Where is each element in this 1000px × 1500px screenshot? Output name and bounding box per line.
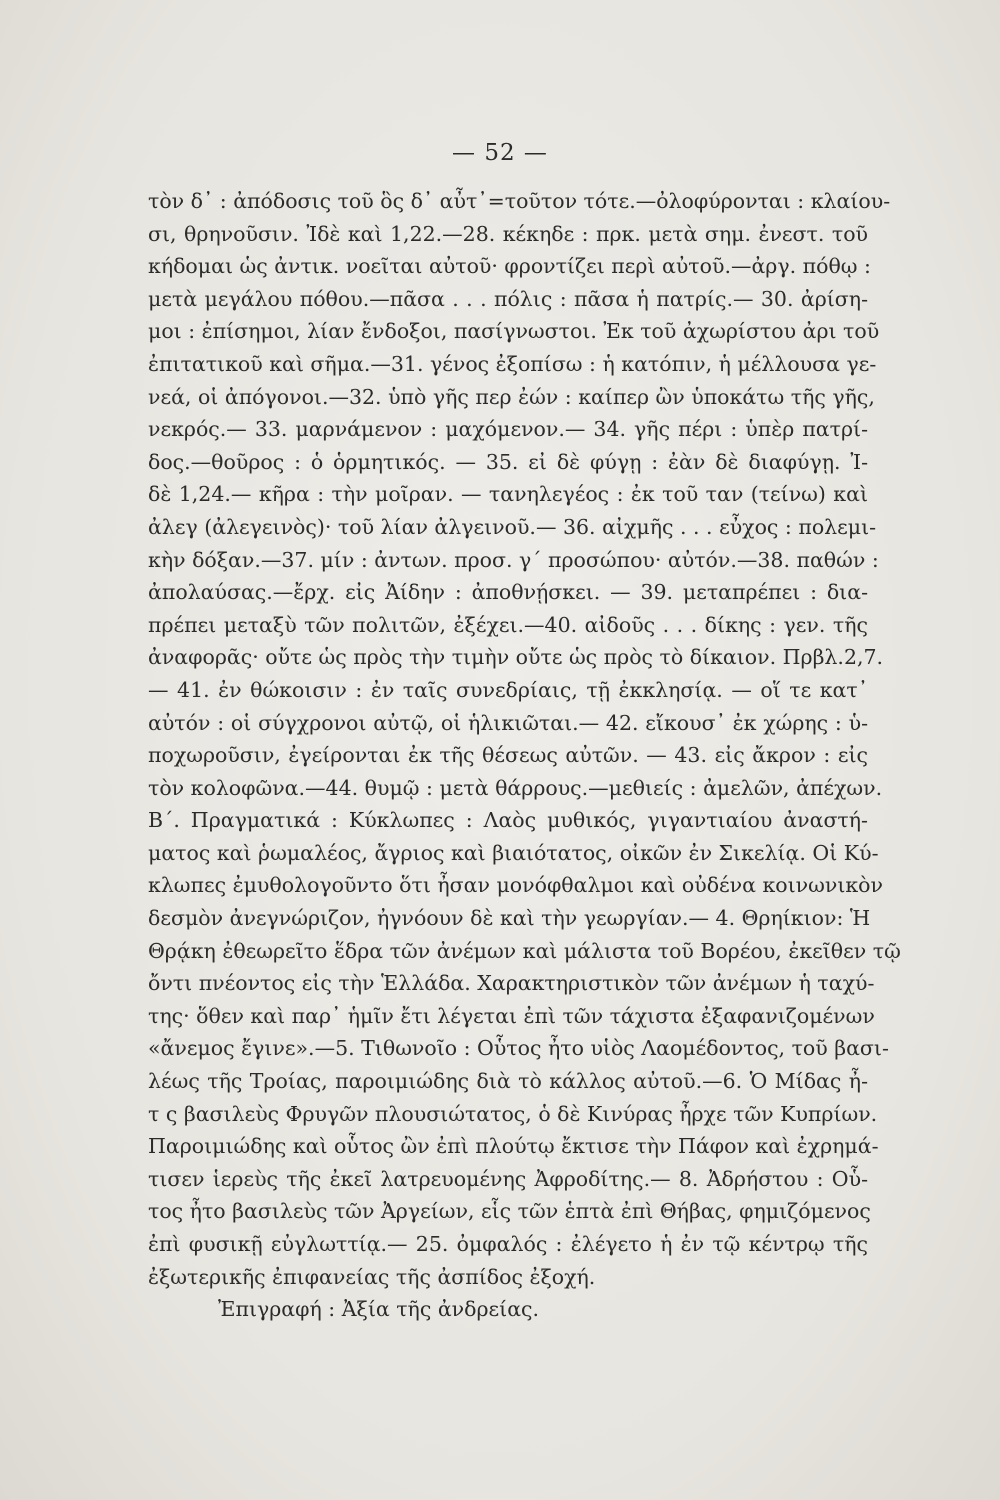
text-line: ματος καὶ ῥωμαλέος, ἄγριος καὶ βιαιότατος, οἰκῶν ἐν Σικελίᾳ. Οἱ Κύ- <box>148 840 879 865</box>
text-line: τ ς βασιλεὺς Φρυγῶν πλουσιώτατος, ὁ δὲ Κινύρας ἦρχε τῶν Κυπρίων. <box>148 1101 878 1126</box>
text-line: ἀλεγ (ἀλεγεινὸς)· τοῦ λίαν ἀλγεινοῦ.— 36. αἰχμῆς . . . εὖχος : πολεμι- <box>148 514 877 539</box>
text-line: της· ὅθεν καὶ παρ᾽ ἡμῖν ἔτι λέγεται ἐπὶ τῶν τάχιστα ἐξαφανιζομένων <box>148 1003 875 1028</box>
text-line: κλωπες ἐμυθολογοῦντο ὅτι ἦσαν μονόφθαλμοι καὶ οὐδένα κοινωνικὸν <box>148 873 883 898</box>
text-line: αὐτόν : οἱ σύγχρονοι αὐτῷ, οἱ ἡλικιῶται.— 42. εἴκουσ᾽ ἐκ χώρης : ὑ- <box>148 710 868 735</box>
text-line: νεά, οἱ ἀπόγονοι.—32. ὑπὸ γῆς περ ἐών : καίπερ ὢν ὑποκάτω τῆς γῆς, <box>148 384 875 409</box>
text-line: τισεν ἱερεὺς τῆς ἐκεῖ λατρευομένης Ἀφροδίτης.— 8. Ἀδρήστου : Οὗ- <box>148 1166 868 1191</box>
text-line: τος ἦτο βασιλεὺς τῶν Ἀργείων, εἷς τῶν ἑπτὰ ἐπὶ Θήβας, φημιζόμενος <box>148 1199 871 1224</box>
text-line: ὄντι πνέοντος εἰς τὴν Ἑλλάδα. Χαρακτηριστικὸν τῶν ἀνέμων ἡ ταχύ- <box>148 971 875 996</box>
text-line: ἐπιτατικοῦ καὶ σῆμα.—31. γένος ἐξοπίσω : ἡ κατόπιν, ἡ μέλλουσα γε- <box>148 351 877 376</box>
page-number: — 52 — <box>452 140 548 166</box>
text-line: Ἐπιγραφή : Ἀξία τῆς ἀνδρείας. <box>218 1297 540 1322</box>
text-line: Β΄. Πραγματικά : Κύκλωπες : Λαὸς μυθικός, γιγαντιαίου ἀναστή- <box>148 808 868 833</box>
text-line: «ἄνεμος ἔγινε».—5. Τιθωνοῖο : Οὗτος ἦτο υἱὸς Λαομέδοντος, τοῦ βασι- <box>148 1036 889 1061</box>
text-line: Παροιμιώδης καὶ οὗτος ὢν ἐπὶ πλούτῳ ἔκτισε τὴν Πάφον καὶ ἐχρημά- <box>148 1134 879 1159</box>
text-line: δὲ 1,24.— κῆρα : τὴν μοῖραν. — τανηλεγέος : ἐκ τοῦ ταν (τείνω) καὶ <box>148 482 868 507</box>
text-line: μοι : ἐπίσημοι, λίαν ἔνδοξοι, πασίγνωστοι. Ἐκ τοῦ ἀχωρίστου ἀρι τοῦ <box>148 319 880 344</box>
text-line: Θρᾴκη ἐθεωρεῖτο ἕδρα τῶν ἀνέμων καὶ μάλιστα τοῦ Βορέου, ἐκεῖθεν τῷ <box>148 938 901 963</box>
text-line: νεκρός.— 33. μαρνάμενον : μαχόμενον.— 34. γῆς πέρι : ὑπὲρ πατρί- <box>148 417 868 442</box>
text-line: — 41. ἐν θώκοισιν : ἐν ταῖς συνεδρίαις, τῇ ἐκκλησίᾳ. — οἵ τε κατ᾽ <box>148 677 868 702</box>
text-line: ἐξωτερικῆς ἐπιφανείας τῆς ἀσπίδος ἐξοχή. <box>148 1264 596 1289</box>
commentary-text <box>148 185 901 1326</box>
text-line: ἐπὶ φυσικῇ εὐγλωττίᾳ.— 25. ὀμφαλός : ἐλέγετο ἡ ἐν τῷ κέντρῳ τῆς <box>148 1232 868 1256</box>
text-line: δεσμὸν ἀνεγνώριζον, ἠγνόουν δὲ καὶ τὴν γεωργίαν.— 4. Θρηίκιον: Ἡ <box>148 906 871 931</box>
text-line: σι, θρηνοῦσιν. Ἰδὲ καὶ 1,22.—28. κέκηδε : πρκ. μετὰ σημ. ἐνεστ. τοῦ <box>148 221 868 246</box>
text-line: πρέπει μεταξὺ τῶν πολιτῶν, ἐξέχει.—40. αἰδοῦς . . . δίκης : γεν. τῆς <box>148 612 868 637</box>
text-line: λέως τῆς Τροίας, παροιμιώδης διὰ τὸ κάλλος αὐτοῦ.—6. Ὁ Μίδας ἦ- <box>148 1069 868 1094</box>
text-line: ἀναφορᾶς· οὔτε ὡς πρὸς τὴν τιμὴν οὔτε ὡς πρὸς τὸ δίκαιον. Πρβλ.2,7. <box>148 645 884 670</box>
text-line: τὸν δ᾽ : ἀπόδοσις τοῦ ὃς δ᾽ αὖτ᾽=τοῦτον τότε.—ὀλοφύρονται : κλαίου- <box>148 189 891 213</box>
text-line: ἀπολαύσας.—ἔρχ. εἰς Ἀίδην : ἀποθνῄσκει. — 39. μεταπρέπει : δια- <box>148 580 868 605</box>
text-line: ποχωροῦσιν, ἐγείρονται ἐκ τῆς θέσεως αὐτῶν. — 43. εἰς ἄκρον : εἰς <box>148 743 868 768</box>
text-line: δος.—θοῦρος : ὁ ὁρμητικός. — 35. εἰ δὲ φύγῃ : ἐὰν δὲ διαφύγῃ. Ἰ- <box>148 449 868 474</box>
text-line: τὸν κολοφῶνα.—44. θυμῷ : μετὰ θάρρους.—μεθιείς : ἀμελῶν, ἀπέχων. <box>148 775 883 800</box>
text-line: κὴν δόξαν.—37. μίν : ἀντων. προσ. γ΄ προσώπου· αὐτόν.—38. παθών : <box>148 547 879 572</box>
text-line: μετὰ μεγάλου πόθου.—πᾶσα . . . πόλις : πᾶσα ἡ πατρίς.— 30. ἀρίση- <box>148 286 868 311</box>
text-line: κήδομαι ὡς ἀντικ. νοεῖται αὐτοῦ· φροντίζει περὶ αὐτοῦ.—ἀργ. πόθῳ : <box>148 254 871 279</box>
